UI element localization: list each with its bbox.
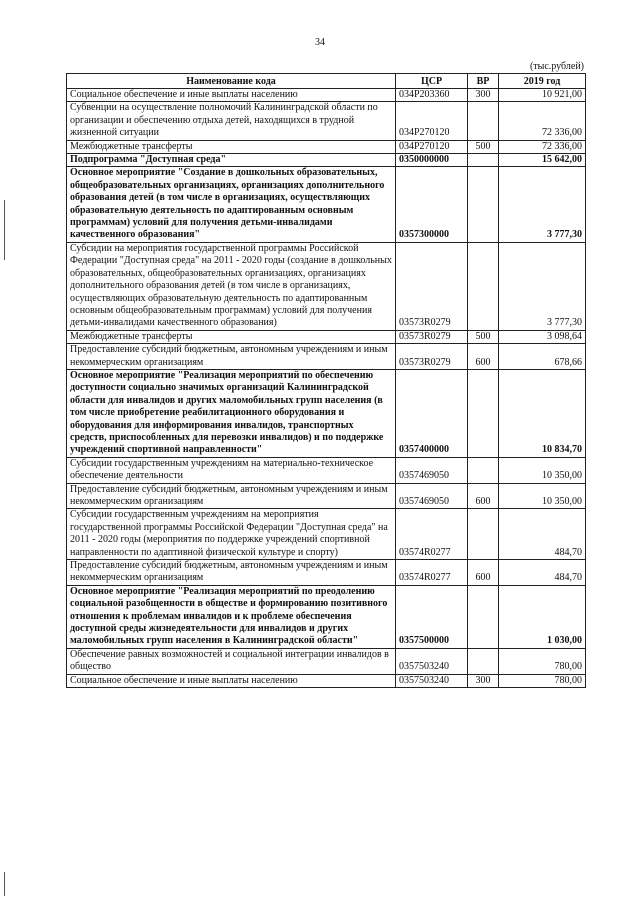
row-amount-cell: 1 030,00 (499, 585, 586, 648)
row-csr-cell: 0357469050 (396, 483, 468, 509)
row-csr-cell: 034P270120 (396, 140, 468, 153)
row-amount-cell: 3 777,30 (499, 242, 586, 330)
row-name-cell: Основное мероприятие "Реализация мероприятий по преодолению социальной разобщенности в обществе и формированию позитивного отношения к проблемам инвалидов и к проблеме обеспечения доступной среды жизнедеятельности для инвалидов и других маломобильных групп населения в Калининградской области" (67, 585, 396, 648)
row-vr-cell (468, 457, 499, 483)
row-name-cell: Основное мероприятие "Реализация мероприятий по обеспечению доступности социально значимых организаций Калининградской области для инвалидов и других маломобильных групп населения (в том числе приобретение реабилитационного оборудования и оборудования для информирования инвалидов, транспортных средств, приспособленных для перевозки инвалидов) и по поддержке учреждений спортивной направленности" (67, 369, 396, 457)
row-amount-cell: 10 350,00 (499, 457, 586, 483)
row-csr-cell: 03573R0279 (396, 330, 468, 343)
row-vr-cell (468, 369, 499, 457)
row-name-cell: Подпрограмма "Доступная среда" (67, 154, 396, 167)
table-row (67, 585, 586, 648)
row-name-cell: Предоставление субсидий бюджетным, автономным учреждениям и иным некоммерческим организациям (67, 560, 396, 586)
header-vr: ВР (468, 74, 499, 89)
units-label: (тыс.рублей) (529, 61, 584, 72)
row-vr-cell (468, 585, 499, 648)
row-name-cell: Межбюджетные трансферты (67, 330, 396, 343)
table-row (67, 648, 586, 674)
row-amount-cell: 10 834,70 (499, 369, 586, 457)
row-csr-cell: 03574R0277 (396, 560, 468, 586)
page-number: 34 (315, 37, 325, 48)
row-name-cell: Предоставление субсидий бюджетным, автономным учреждениям и иным некоммерческим организациям (67, 344, 396, 370)
row-name-cell: Субсидии на мероприятия государственной программы Российской Федерации "Доступная среда" на 2011 - 2020 годы (создание в дошкольных образовательных, общеобразовательных организациях, организациях дополнительного образования детей (в том числе в организациях, осуществляющих образовательную деятельность по адаптированным основным общеобразовательным программам) условий для получения детьми-инвалидами качественного образования) (67, 242, 396, 330)
row-amount-cell: 780,00 (499, 674, 586, 687)
row-csr-cell: 034P203360 (396, 89, 468, 102)
row-vr-cell: 300 (468, 89, 499, 102)
row-name-cell: Субсидии государственным учреждениям на мероприятия государственной программы Российской Федерации "Доступная среда" на 2011 - 2020 годы (мероприятия по поддержке учреждений спортивной направленности по адаптивной физической культуре и спорту) (67, 509, 396, 560)
row-vr-cell: 500 (468, 330, 499, 343)
row-amount-cell: 72 336,00 (499, 140, 586, 153)
row-amount-cell: 484,70 (499, 509, 586, 560)
row-csr-cell: 034P270120 (396, 102, 468, 140)
table-row (67, 560, 586, 586)
row-csr-cell: 03573R0279 (396, 242, 468, 330)
row-vr-cell: 500 (468, 140, 499, 153)
row-vr-cell (468, 102, 499, 140)
row-csr-cell: 0357400000 (396, 369, 468, 457)
table-row (67, 509, 586, 560)
row-csr-cell: 0357469050 (396, 457, 468, 483)
scan-edge-mark (4, 200, 5, 260)
row-csr-cell: 0357500000 (396, 585, 468, 648)
row-vr-cell: 600 (468, 344, 499, 370)
table-row (67, 242, 586, 330)
table-row (67, 344, 586, 370)
row-amount-cell: 484,70 (499, 560, 586, 586)
row-amount-cell: 15 642,00 (499, 154, 586, 167)
row-csr-cell: 0357503240 (396, 648, 468, 674)
table-row (67, 140, 586, 153)
table-header-row (67, 74, 586, 89)
table-body (67, 89, 586, 688)
row-vr-cell: 600 (468, 560, 499, 586)
row-vr-cell (468, 509, 499, 560)
row-name-cell: Предоставление субсидий бюджетным, автономным учреждениям и иным некоммерческим организациям (67, 483, 396, 509)
row-vr-cell (468, 154, 499, 167)
row-amount-cell: 678,66 (499, 344, 586, 370)
row-csr-cell: 0357300000 (396, 167, 468, 242)
row-amount-cell: 10 350,00 (499, 483, 586, 509)
table-row (67, 89, 586, 102)
table-row (67, 483, 586, 509)
row-amount-cell: 10 921,00 (499, 89, 586, 102)
row-amount-cell: 780,00 (499, 648, 586, 674)
row-csr-cell: 03574R0277 (396, 509, 468, 560)
row-vr-cell (468, 167, 499, 242)
table-row (67, 457, 586, 483)
row-name-cell: Социальное обеспечение и иные выплаты населению (67, 89, 396, 102)
row-name-cell: Межбюджетные трансферты (67, 140, 396, 153)
row-csr-cell: 0350000000 (396, 154, 468, 167)
row-amount-cell: 72 336,00 (499, 102, 586, 140)
row-vr-cell: 600 (468, 483, 499, 509)
header-name: Наименование кода (67, 74, 396, 89)
table-row (67, 154, 586, 167)
row-csr-cell: 0357503240 (396, 674, 468, 687)
row-amount-cell: 3 098,64 (499, 330, 586, 343)
row-name-cell: Субсидии государственным учреждениям на материально-техническое обеспечение деятельности (67, 457, 396, 483)
row-csr-cell: 03573R0279 (396, 344, 468, 370)
row-name-cell: Субвенции на осуществление полномочий Калининградской области по организации и обеспечению отдыха детей, находящихся в трудной жизненной ситуации (67, 102, 396, 140)
row-name-cell: Социальное обеспечение и иные выплаты населению (67, 674, 396, 687)
budget-table (66, 73, 586, 688)
row-amount-cell: 3 777,30 (499, 167, 586, 242)
row-name-cell: Основное мероприятие "Создание в дошкольных образовательных, общеобразовательных организациях, организациях дополнительного образования детей (в том числе в организациях, осуществляющих образовательную деятельность по адаптированным основным программам) условий для получения детьми-инвалидами качественного образования" (67, 167, 396, 242)
table-row (67, 330, 586, 343)
table-row (67, 369, 586, 457)
table-row (67, 102, 586, 140)
scan-edge-mark (4, 872, 5, 896)
table-row (67, 167, 586, 242)
table-row (67, 674, 586, 687)
header-amount: 2019 год (499, 74, 586, 89)
row-vr-cell (468, 242, 499, 330)
row-vr-cell: 300 (468, 674, 499, 687)
header-csr: ЦСР (396, 74, 468, 89)
row-vr-cell (468, 648, 499, 674)
row-name-cell: Обеспечение равных возможностей и социальной интеграции инвалидов в общество (67, 648, 396, 674)
